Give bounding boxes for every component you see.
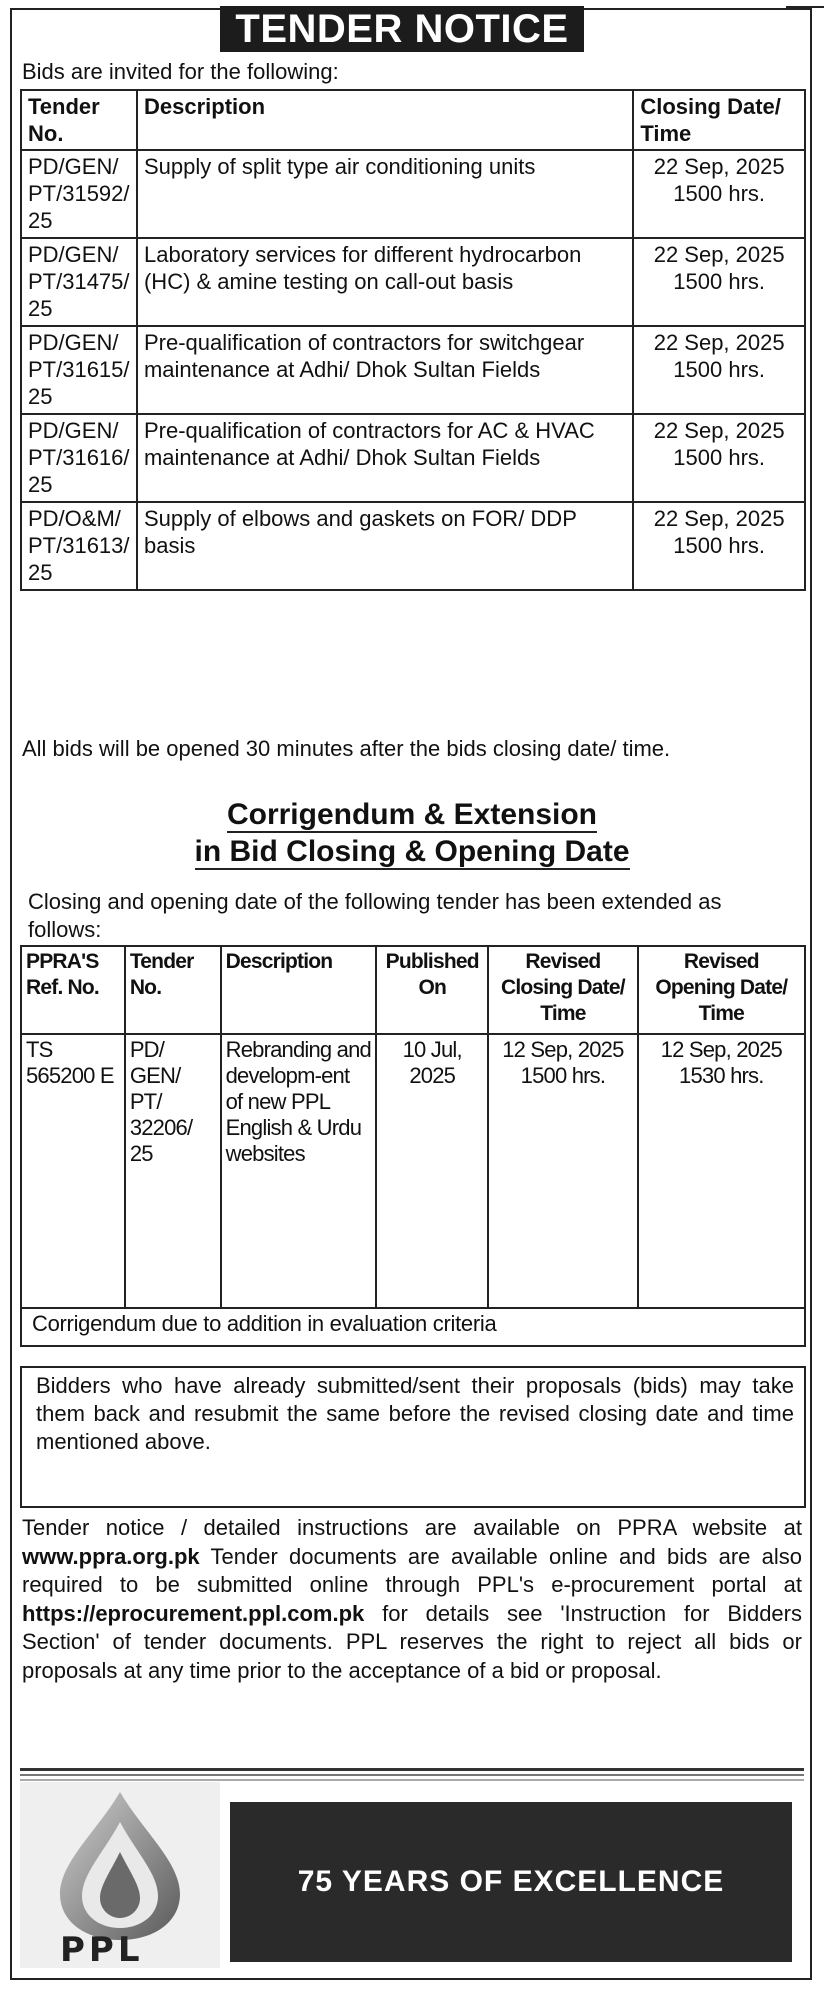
closing-cell xyxy=(633,414,805,502)
tender-table xyxy=(20,89,806,591)
tender-description: Supply of elbows and gaskets on FOR/ DDP basis xyxy=(137,502,633,590)
ppra-ref: TS 565200 E xyxy=(21,1034,125,1308)
published-on: 10 Jul, 2025 xyxy=(376,1034,488,1308)
reason-row xyxy=(21,1308,805,1346)
col-header-ppra-ref: PPRA'S Ref. No. xyxy=(21,946,125,1034)
anniversary-banner: 75 YEARS OF EXCELLENCE xyxy=(230,1802,792,1962)
tender-description: Rebranding and developm-ent of new PPL English & Urdu websites xyxy=(221,1034,377,1308)
footer xyxy=(20,1768,804,1968)
closing-date: 22 Sep, 2025 xyxy=(653,330,785,355)
revised-opening-time: 1530 hrs. xyxy=(679,1063,764,1088)
revised-opening-date: 12 Sep, 2025 xyxy=(660,1037,782,1062)
closing-date: 22 Sep, 2025 xyxy=(653,154,785,179)
col-header-description: Description xyxy=(137,90,633,150)
corrigendum-intro: Closing and opening date of the following tender has been extended as follows: xyxy=(28,889,722,942)
closing-cell xyxy=(633,150,805,238)
closing-cell xyxy=(633,326,805,414)
corrigendum-reason: Corrigendum due to addition in evaluation criteria xyxy=(21,1308,805,1346)
tender-no: PD/ GEN/ PT/ 32206/ 25 xyxy=(125,1034,221,1308)
col-header-tender-no: Tender No. xyxy=(125,946,221,1034)
tender-no: PD/GEN/ PT/31592/ 25 xyxy=(21,150,137,238)
table-row xyxy=(21,1034,805,1308)
bidders-note: Bidders who have already submitted/sent their proposals (bids) may take them back and resubmit the same before the revised closing date and time mentioned above. xyxy=(20,1366,806,1508)
tender-description: Laboratory services for different hydrocarbon (HC) & amine testing on call-out basis xyxy=(137,238,633,326)
corrigendum-table xyxy=(20,945,806,1347)
tender-description: Pre-qualification of contractors for AC & HVAC maintenance at Adhi/ Dhok Sultan Fields xyxy=(137,414,633,502)
closing-time: 1500 hrs. xyxy=(673,445,766,470)
ppra-link[interactable]: www.ppra.org.pk xyxy=(22,1543,200,1569)
col-header-tender-no: Tender No. xyxy=(21,90,137,150)
tender-description: Supply of split type air conditioning units xyxy=(137,150,633,238)
col-header-revised-opening: Revised Opening Date/ Time xyxy=(638,946,805,1034)
page-title: TENDER NOTICE xyxy=(220,6,584,52)
col-header-published: Published On xyxy=(376,946,488,1034)
closing-time: 1500 hrs. xyxy=(673,533,766,558)
intro-text: Bids are invited for the following: xyxy=(22,59,339,84)
instructions-text-1: Tender notice / detailed instructions are available on PPRA website at xyxy=(22,1515,802,1540)
revised-closing-date: 12 Sep, 2025 xyxy=(502,1037,624,1062)
footer-stripes xyxy=(20,1768,804,1782)
revised-closing-time: 1500 hrs. xyxy=(520,1063,606,1088)
table-row xyxy=(21,150,805,238)
tender-no: PD/GEN/ PT/31475/ 25 xyxy=(21,238,137,326)
col-header-revised-closing: Revised Closing Date/ Time xyxy=(488,946,637,1034)
table-row xyxy=(21,238,805,326)
tender-description: Pre-qualification of contractors for switchgear maintenance at Adhi/ Dhok Sultan Fields xyxy=(137,326,633,414)
corrigendum-title-line2 xyxy=(10,834,814,870)
closing-cell xyxy=(633,238,805,326)
closing-cell xyxy=(633,502,805,590)
instructions-text-3: for details see 'Instruction for Bidders Section' of tender documents. PPL reserves the right to reject all bids or proposals at any time prior to the acceptance of a bid or proposal. xyxy=(22,1600,802,1683)
table-row xyxy=(21,414,805,502)
corrigendum-title-text: Corrigendum & Extension xyxy=(226,798,598,831)
table-header-row xyxy=(21,90,805,150)
closing-date: 22 Sep, 2025 xyxy=(653,242,785,267)
tender-no: PD/O&M/ PT/31613/ 25 xyxy=(21,502,137,590)
corrigendum-title-line1 xyxy=(10,797,814,833)
instructions-text-2: Tender documents are available online and bids are also required to be submitted online through PPL's e-procurement portal at xyxy=(22,1543,802,1597)
tender-no: PD/GEN/ PT/31616/ 25 xyxy=(21,414,137,502)
instructions-paragraph xyxy=(22,1514,802,1685)
corrigendum-subtitle-text: in Bid Closing & Opening Date xyxy=(194,835,630,868)
closing-time: 1500 hrs. xyxy=(673,181,766,206)
closing-date: 22 Sep, 2025 xyxy=(653,506,785,531)
table-row xyxy=(21,502,805,590)
tender-no: PD/GEN/ PT/31615/ 25 xyxy=(21,326,137,414)
ppl-logo xyxy=(20,1782,220,1968)
ppl-logo-text: PPL xyxy=(60,1930,144,1970)
closing-time: 1500 hrs. xyxy=(673,269,766,294)
col-header-closing: Closing Date/ Time xyxy=(633,90,805,150)
col-header-description: Description xyxy=(221,946,377,1034)
revised-closing-cell xyxy=(488,1034,637,1308)
closing-date: 22 Sep, 2025 xyxy=(653,418,785,443)
closing-time: 1500 hrs. xyxy=(673,357,766,382)
opening-note: All bids will be opened 30 minutes after the bids closing date/ time. xyxy=(22,736,671,761)
revised-opening-cell xyxy=(638,1034,805,1308)
eprocurement-link[interactable]: https://eprocurement.ppl.com.pk xyxy=(22,1600,365,1626)
table-row xyxy=(21,326,805,414)
table-header-row xyxy=(21,946,805,1034)
